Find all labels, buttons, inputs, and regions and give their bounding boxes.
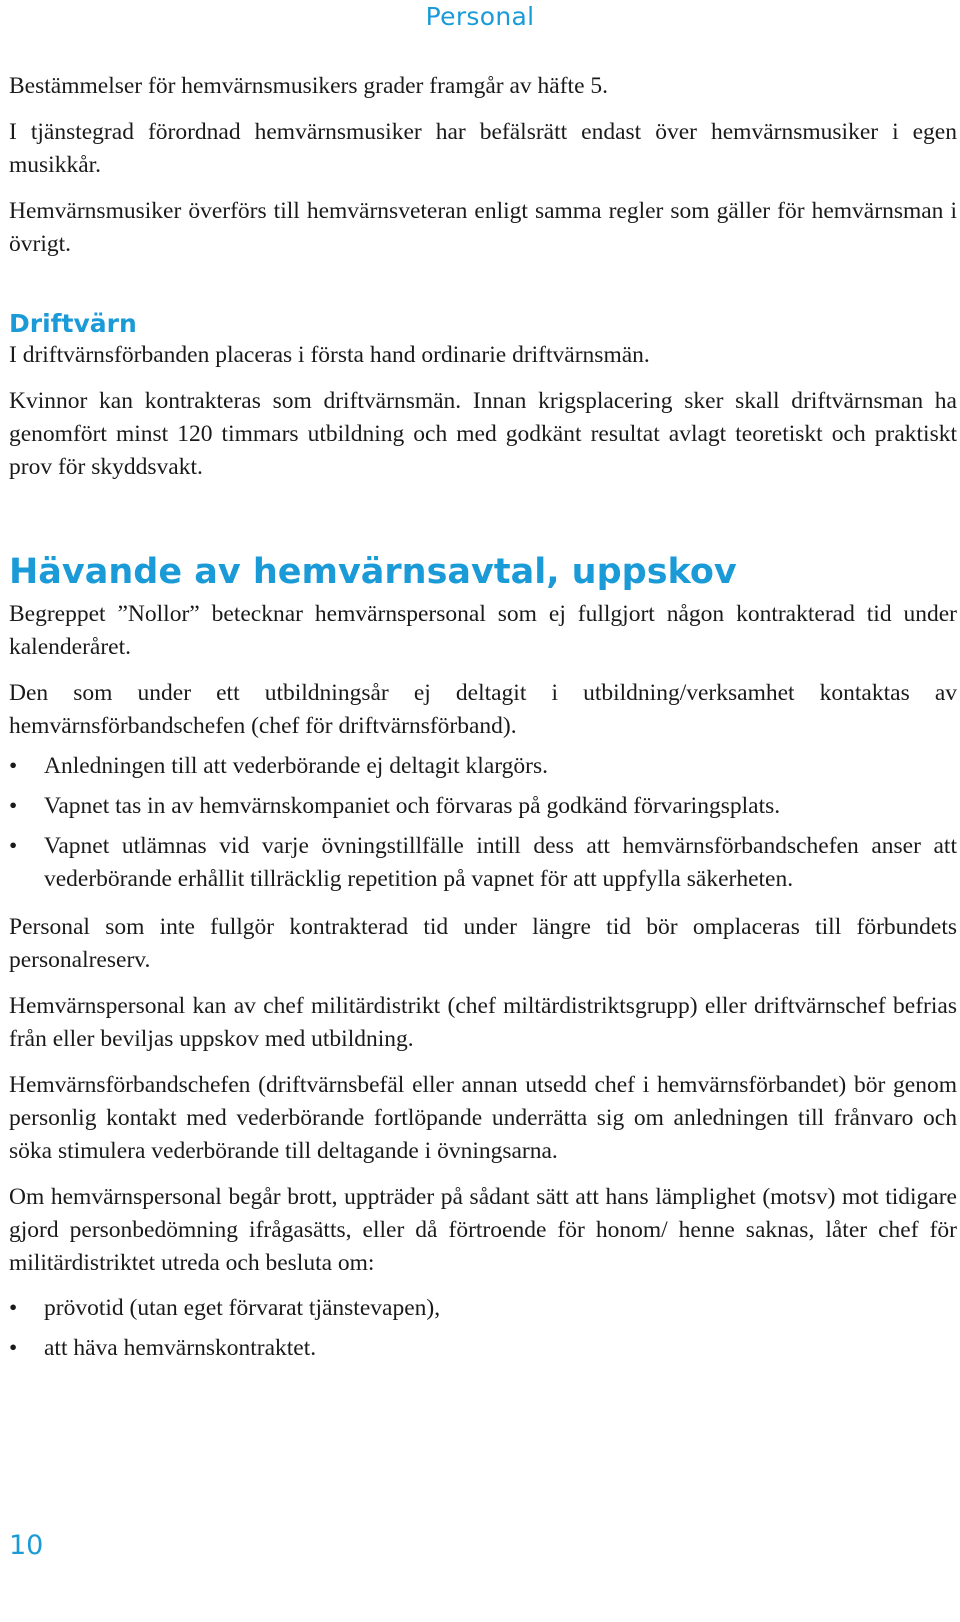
paragraph: Bestämmelser för hemvärnsmusikers grader framgår av häfte 5.: [9, 73, 609, 99]
bullet-icon: •: [9, 1295, 18, 1321]
paragraph: Hemvärnspersonal kan av chef militärdistrikt (chef miltärdistriktsgrupp) eller driftvärnschef befrias från eller beviljas uppskov med utbildning.: [9, 993, 957, 1052]
bullet-icon: •: [9, 833, 18, 859]
list-item-text: Vapnet tas in av hemvärnskompaniet och förvaras på godkänd förvaringsplats.: [44, 793, 781, 819]
list-item-text: Vapnet utlämnas vid varje övningstillfälle intill dess att hemvärnsförbandschefen anser att vederbörande erhållit tillräcklig repetition på vapnet för att uppfylla säkerheten.: [44, 833, 957, 892]
list-item-text: Anledningen till att vederbörande ej deltagit klargörs.: [44, 753, 549, 779]
page-number: 10: [9, 1530, 44, 1561]
running-title: Personal: [425, 2, 535, 31]
bullet-list: [9, 1292, 957, 1365]
bullet-list: [9, 750, 957, 896]
paragraph: Kvinnor kan kontrakteras som driftvärnsmän. Innan krigsplacering sker skall driftvärnsman ha genomfört minst 120 timmars utbildning och med godkänt resultat avlagt teoretiskt och praktiskt prov för skyddsvakt.: [9, 388, 957, 480]
paragraph: Hemvärnsförbandschefen (driftvärnsbefäl eller annan utsedd chef i hemvärnsförbandet) bör genom personlig kontakt med vederbörande fortlöpande underrätta sig om anledningen till frånvaro och söka stimulera vederbörande till deltagande i övningsarna.: [9, 1072, 957, 1164]
paragraph: I tjänstegrad förordnad hemvärnsmusiker har befälsrätt endast över hemvärnsmusiker i egen musikkår.: [9, 119, 957, 178]
bullet-icon: •: [9, 1335, 18, 1361]
paragraph: I driftvärnsförbanden placeras i första hand ordinarie driftvärnsmän.: [9, 342, 650, 368]
paragraph: Begreppet ”Nollor” betecknar hemvärnspersonal som ej fullgjort någon kontrakterad tid under kalenderåret.: [9, 601, 957, 660]
paragraph: Den som under ett utbildningsår ej deltagit i utbildning/verksamhet kontaktas av hemvärnsförbandschefen (chef för driftvärnsförband).: [9, 680, 957, 739]
list-item: [9, 830, 957, 896]
bullet-icon: •: [9, 793, 18, 819]
list-item: [9, 1332, 957, 1365]
paragraph: Personal som inte fullgör kontrakterad tid under längre tid bör omplaceras till förbundets personalreserv.: [9, 914, 957, 973]
list-item-text: prövotid (utan eget förvarat tjänstevapen),: [44, 1295, 441, 1321]
list-item: [9, 750, 957, 783]
section-heading: Hävande av hemvärnsavtal, uppskov: [9, 552, 737, 592]
list-item: [9, 1292, 957, 1325]
page-body: [9, 70, 957, 1365]
paragraph: Om hemvärnspersonal begår brott, uppträder på sådant sätt att hans lämplighet (motsv) mot tidigare gjord personbedömning ifrågasätts, eller då förtroende för honom/ henne saknas, låter chef för militärdistriktet utreda och besluta om:: [9, 1184, 957, 1276]
bullet-icon: •: [9, 753, 18, 779]
subsection-heading: Driftvärn: [9, 309, 137, 338]
list-item: [9, 790, 957, 823]
list-item-text: att häva hemvärnskontraktet.: [44, 1335, 317, 1361]
paragraph: Hemvärnsmusiker överförs till hemvärnsveteran enligt samma regler som gäller för hemvärnsman i övrigt.: [9, 198, 957, 257]
